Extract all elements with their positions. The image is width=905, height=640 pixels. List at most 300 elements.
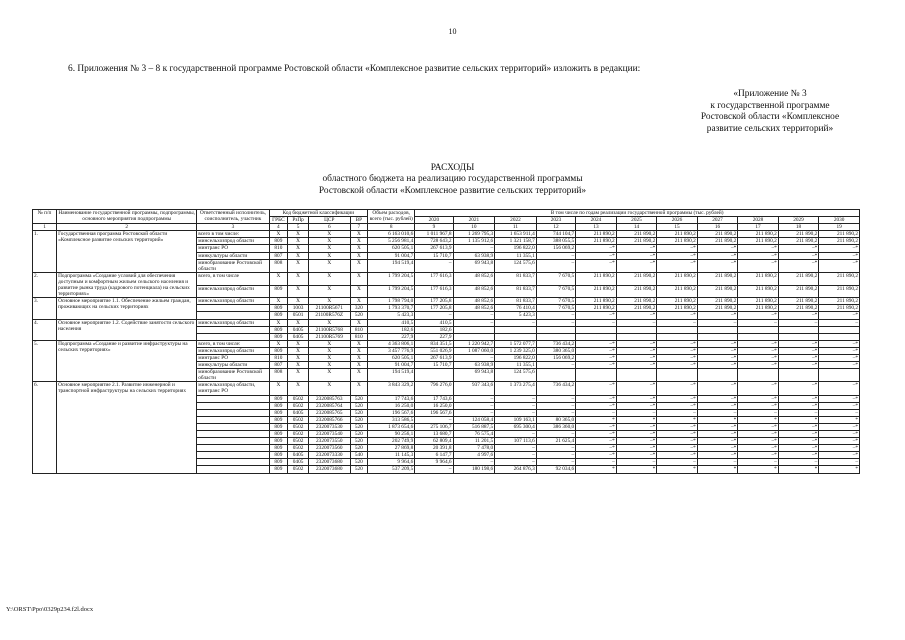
table-cell: – — [536, 252, 575, 259]
table-cell: 0502 — [288, 438, 309, 445]
table-cell: –* — [576, 259, 617, 272]
table-cell: –* — [819, 402, 860, 409]
table-cell: –* — [778, 259, 819, 272]
table-cell: – — [576, 409, 617, 416]
table-cell: – — [495, 452, 537, 459]
table-cell: 796 276,0 — [415, 382, 453, 395]
table-cell: 76 575,4 — [453, 431, 495, 438]
table-cell: –* — [657, 452, 698, 459]
table-cell: 5 423,3 — [368, 312, 415, 319]
table-cell: 62 809,4 — [415, 438, 453, 445]
table-cell: – — [819, 319, 860, 326]
table-cell: 0405 — [288, 326, 309, 333]
table-cell: X — [350, 354, 368, 361]
table-cell: 48 852,6 — [453, 305, 495, 312]
header-year: 2020 — [415, 217, 453, 224]
table-cell: 227,9 — [368, 333, 415, 340]
table-cell: 211 890,2 — [697, 305, 738, 312]
table-cell: 180 198,6 — [453, 466, 495, 473]
executor-cell: всего, в том числе — [197, 272, 269, 285]
header-grbs: ГРБС — [269, 217, 288, 224]
table-cell: 211 890,2 — [616, 231, 657, 238]
executor-cell — [197, 459, 269, 466]
table-cell: –* — [616, 452, 657, 459]
table-cell: 16 250,0 — [368, 402, 415, 409]
table-cell: X — [350, 298, 368, 305]
table-cell: –* — [778, 452, 819, 459]
table-cell: –* — [657, 312, 698, 319]
table-cell: –* — [576, 340, 617, 347]
table-cell: 211 890,2 — [738, 231, 779, 238]
table-cell: 69 943,8 — [453, 369, 495, 382]
table-cell: – — [495, 459, 537, 466]
table-cell: 177 205,8 — [415, 305, 453, 312]
table-row — [33, 382, 860, 395]
table-cell: 17 743,6 — [415, 395, 453, 402]
table-cell: X — [269, 298, 288, 305]
table-cell: –* — [576, 445, 617, 452]
table-cell: – — [778, 319, 819, 326]
header-years: В том числе по годам реализации государственной программы (тыс. рублей) — [415, 210, 860, 217]
executor-cell — [197, 326, 269, 333]
table-cell — [657, 326, 698, 333]
table-cell: 2320085764 — [308, 402, 350, 409]
table-cell: 17 743,6 — [368, 395, 415, 402]
table-cell: 211 890,2 — [778, 231, 819, 238]
table-cell: 211 890,2 — [697, 238, 738, 245]
table-cell: – — [495, 319, 537, 326]
table-cell: –* — [738, 382, 779, 395]
table-cell: –* — [819, 452, 860, 459]
table-cell — [778, 369, 819, 382]
table-cell: * — [778, 466, 819, 473]
executor-cell: всего, в том числе: — [197, 340, 269, 347]
table-cell: 21 625,4 — [536, 438, 575, 445]
table-cell: 11 145,3 — [368, 452, 415, 459]
table-cell — [778, 326, 819, 333]
table-cell: 4 997,6 — [453, 452, 495, 459]
table-cell: –* — [778, 245, 819, 252]
table-cell: X — [288, 354, 309, 361]
table-cell: 809 — [269, 416, 288, 423]
column-number: 19 — [819, 224, 860, 231]
table-cell: –* — [697, 252, 738, 259]
table-cell: –* — [576, 362, 617, 369]
table-cell: –* — [657, 423, 698, 430]
executor-cell — [197, 409, 269, 416]
table-cell: 27 869,8 — [368, 445, 415, 452]
table-cell: –* — [697, 452, 738, 459]
table-cell: 1 798 794,0 — [368, 298, 415, 305]
table-cell: 76 410,4 — [495, 305, 537, 312]
table-cell: X — [288, 285, 309, 298]
table-cell: –* — [778, 252, 819, 259]
table-cell: –* — [697, 259, 738, 272]
table-cell: –* — [819, 431, 860, 438]
table-body — [33, 224, 860, 473]
table-cell: 81 833,7 — [495, 285, 537, 298]
executor-cell — [197, 445, 269, 452]
table-cell: –* — [819, 259, 860, 272]
intro-text: 6. Приложения № 3 – 8 к государственной программе Ростовской области «Комплексное развитие сельских территорий» изложить в редакции: — [68, 64, 641, 74]
table-cell: – — [536, 409, 575, 416]
table-cell: –* — [697, 402, 738, 409]
table-cell: – — [453, 402, 495, 409]
table-cell: X — [350, 362, 368, 369]
table-cell — [697, 326, 738, 333]
table-cell: * — [697, 466, 738, 473]
table-cell: 520 — [350, 423, 368, 430]
appendix-line: к государственной программе — [710, 100, 830, 111]
table-cell: –* — [657, 354, 698, 361]
table-cell: 182,6 — [368, 326, 415, 333]
table-cell: 124 575,6 — [495, 369, 537, 382]
table-cell: X — [350, 285, 368, 298]
table-cell: – — [536, 395, 575, 402]
table-cell: –* — [697, 438, 738, 445]
table-cell: 211 890,2 — [738, 238, 779, 245]
table-cell: 809 — [269, 466, 288, 473]
table-cell — [415, 369, 453, 382]
table-cell: –* — [738, 395, 779, 402]
table-cell: –* — [778, 312, 819, 319]
table-cell: – — [657, 409, 698, 416]
table-cell: –* — [819, 252, 860, 259]
column-number: 4 — [269, 224, 288, 231]
table-cell: 313 586,5 — [368, 416, 415, 423]
table-cell: 21100R5671 — [308, 305, 350, 312]
table-cell: 0501 — [288, 312, 309, 319]
row-name-cell: Основное мероприятие 2.1. Развитие инженерной и транспортной инфраструктуры на сельских территориях — [57, 382, 197, 473]
table-cell: –* — [657, 431, 698, 438]
table-cell: X — [288, 347, 309, 354]
table-cell: 2320073560 — [308, 445, 350, 452]
table-cell: 834 351,5 — [415, 340, 453, 347]
table-cell: 211 890,2 — [738, 272, 779, 285]
table-cell: 2320073550 — [308, 438, 350, 445]
table-cell: 520 — [350, 402, 368, 409]
table-cell: –* — [738, 362, 779, 369]
column-number: 1 — [33, 224, 57, 231]
header-year: 2023 — [536, 217, 575, 224]
executor-cell — [197, 416, 269, 423]
table-cell: 9 964,6 — [368, 459, 415, 466]
table-cell: 809 — [269, 409, 288, 416]
header-year: 2029 — [778, 217, 819, 224]
column-number: 14 — [616, 224, 657, 231]
table-cell: 211 890,2 — [616, 285, 657, 298]
table-cell: 107 113,6 — [495, 438, 537, 445]
table-cell: –* — [657, 252, 698, 259]
table-cell: – — [697, 319, 738, 326]
table-cell: X — [288, 259, 309, 272]
table-cell: 7 478,0 — [453, 445, 495, 452]
table-cell: 809 — [269, 431, 288, 438]
column-number: 15 — [657, 224, 698, 231]
table-cell — [495, 326, 537, 333]
table-cell: 16 250,0 — [415, 402, 453, 409]
table-cell: 211 890,2 — [657, 231, 698, 238]
table-cell: 516 887,5 — [453, 423, 495, 430]
table-cell: * — [576, 466, 617, 473]
executor-cell: минсельхозпрод области — [197, 238, 269, 245]
table-cell: 809 — [269, 333, 288, 340]
table-cell: 4. — [33, 319, 57, 340]
table-cell: 1 373 275,4 — [495, 382, 537, 395]
table-cell: X — [350, 347, 368, 354]
table-cell: – — [536, 362, 575, 369]
table-cell: –* — [657, 362, 698, 369]
table-cell: 211 890,2 — [778, 298, 819, 305]
table-cell: 1 087 060,0 — [453, 347, 495, 354]
table-cell: 109 163,1 — [495, 416, 537, 423]
column-number: 11 — [495, 224, 537, 231]
row-name-cell: Подпрограмма «Создание и развитие инфраструктуры на сельских территориях» — [57, 340, 197, 382]
table-cell: –* — [576, 252, 617, 259]
table-cell: 2. — [33, 272, 57, 297]
table-cell: 1. — [33, 231, 57, 273]
executor-cell — [197, 466, 269, 473]
table-cell: –* — [819, 347, 860, 354]
row-name-cell: Подпрограмма «Создание условий для обеспечения доступным и комфортным жильем сельского населения и развитие рынка труда (кадрового потенциала) на сельских территориях» — [57, 272, 197, 297]
table-cell: –* — [697, 395, 738, 402]
table-cell: –* — [576, 382, 617, 395]
table-cell — [738, 326, 779, 333]
table-cell: 809 — [269, 445, 288, 452]
table-cell: 2320085766 — [308, 416, 350, 423]
executor-cell: минсельхозпрод области — [197, 347, 269, 354]
table-cell: 380 365,0 — [536, 347, 575, 354]
table-cell: 194 519,4 — [368, 369, 415, 382]
table-cell: 69 943,8 — [453, 259, 495, 272]
table-cell: 1 220 942,7 — [453, 340, 495, 347]
table-row — [33, 319, 860, 326]
table-cell: 809 — [269, 452, 288, 459]
table-cell: 540 — [350, 452, 368, 459]
table-cell: 520 — [350, 445, 368, 452]
table-cell: * — [778, 416, 819, 423]
executor-cell — [197, 305, 269, 312]
page-number: 10 — [448, 27, 457, 36]
table-cell: –* — [697, 431, 738, 438]
table-cell: 810 — [269, 354, 288, 361]
table-cell: – — [415, 259, 453, 272]
table-row — [33, 340, 860, 347]
table-cell — [657, 333, 698, 340]
table-cell: – — [657, 459, 698, 466]
table-cell: 124 058,4 — [453, 416, 495, 423]
table-cell: * — [616, 416, 657, 423]
table-cell: 809 — [269, 305, 288, 312]
table-cell: 211 890,2 — [616, 305, 657, 312]
header-csr: ЦСР — [308, 217, 350, 224]
table-cell: –* — [738, 438, 779, 445]
table-cell: 11 201,5 — [453, 438, 495, 445]
table-cell: –* — [616, 438, 657, 445]
table-cell: 1 873 654,6 — [368, 423, 415, 430]
table-cell: 809 — [269, 459, 288, 466]
table-cell: –* — [576, 395, 617, 402]
table-cell: –* — [778, 354, 819, 361]
table-cell: –* — [738, 312, 779, 319]
executor-cell: минобразование Ростовской области — [197, 259, 269, 272]
table-cell: 11 355,1 — [495, 362, 537, 369]
table-row — [33, 272, 860, 285]
header-rzpr: РзПр — [288, 217, 309, 224]
table-cell: 695 300,4 — [495, 423, 537, 430]
executor-cell — [197, 452, 269, 459]
table-cell: X — [308, 238, 350, 245]
table-cell: 156 069,2 — [536, 354, 575, 361]
appendix-heading — [690, 89, 850, 135]
table-cell — [616, 369, 657, 382]
table-cell: 1 572 077,7 — [495, 340, 537, 347]
table-cell: 15 710,7 — [415, 252, 453, 259]
column-number: 7 — [350, 224, 368, 231]
table-cell: –* — [576, 347, 617, 354]
table-cell: 520 — [350, 409, 368, 416]
table-cell: 211 890,2 — [819, 272, 860, 285]
table-cell: –* — [697, 354, 738, 361]
table-cell: –* — [819, 340, 860, 347]
column-number: 2 — [57, 224, 197, 231]
table-cell: –* — [657, 340, 698, 347]
table-cell: – — [819, 409, 860, 416]
table-cell: 1 799 204,5 — [368, 285, 415, 298]
table-cell: 0405 — [288, 333, 309, 340]
table-cell: 1003 — [288, 305, 309, 312]
table-cell: –* — [616, 431, 657, 438]
table-cell: X — [308, 340, 350, 347]
table-cell: 5. — [33, 340, 57, 382]
table-cell: 7 670,5 — [536, 298, 575, 305]
table-cell: –* — [616, 347, 657, 354]
appendix-line: развитие сельских территорий» — [706, 123, 834, 134]
table-cell: 211 890,2 — [738, 285, 779, 298]
table-cell: 808 — [269, 259, 288, 272]
table-cell: 21100R5768 — [308, 326, 350, 333]
table-cell: 211 890,2 — [819, 298, 860, 305]
table-cell: –* — [616, 382, 657, 395]
table-cell: 211 890,2 — [778, 305, 819, 312]
table-cell: 388 055,5 — [536, 238, 575, 245]
table-cell: –* — [657, 438, 698, 445]
table-cell: –* — [697, 362, 738, 369]
table-cell: –* — [819, 438, 860, 445]
table-cell: –* — [657, 402, 698, 409]
column-number: 5 — [288, 224, 309, 231]
table-cell: 124 575,6 — [495, 259, 537, 272]
table-cell: – — [536, 319, 575, 326]
table-cell: 202 749,9 — [368, 438, 415, 445]
table-cell: X — [269, 319, 288, 326]
header-year: 2025 — [616, 217, 657, 224]
executor-cell — [197, 438, 269, 445]
executor-cell: минтранс РО — [197, 354, 269, 361]
table-cell: –* — [697, 312, 738, 319]
table-cell: 0405 — [288, 409, 309, 416]
table-cell: X — [350, 272, 368, 285]
column-number: 6 — [308, 224, 350, 231]
table-cell — [819, 326, 860, 333]
table-cell: – — [697, 409, 738, 416]
table-cell: * — [819, 466, 860, 473]
table-cell: – — [536, 445, 575, 452]
table-cell: –* — [576, 354, 617, 361]
table-cell: 63 938,9 — [453, 252, 495, 259]
table-cell: –* — [819, 245, 860, 252]
table-cell: 267 613,9 — [415, 245, 453, 252]
executor-cell: минсельхозпрод области, минтранс РО — [197, 382, 269, 395]
header-num: № п/п — [33, 210, 57, 224]
table-cell: 6. — [33, 382, 57, 473]
table-cell: 264 876,3 — [495, 466, 537, 473]
table-cell: 81 833,7 — [495, 298, 537, 305]
table-cell: 0405 — [288, 459, 309, 466]
header-year: 2024 — [576, 217, 617, 224]
table-cell — [536, 326, 575, 333]
table-cell: –* — [738, 340, 779, 347]
table-cell: 90 256,1 — [368, 431, 415, 438]
expenses-table — [32, 209, 860, 474]
table-cell: –* — [778, 395, 819, 402]
table-cell: 211 890,2 — [778, 238, 819, 245]
table-cell: * — [697, 416, 738, 423]
table-cell: 2320085765 — [308, 409, 350, 416]
table-cell — [778, 333, 819, 340]
table-cell: 267 613,9 — [415, 354, 453, 361]
table-cell: 156 069,2 — [536, 245, 575, 252]
table-cell: 227,9 — [415, 333, 453, 340]
table-cell: 1 793 370,7 — [368, 305, 415, 312]
table-cell: X — [308, 354, 350, 361]
table-cell: 0502 — [288, 416, 309, 423]
table-cell: 211 890,2 — [576, 305, 617, 312]
table-cell: 20 391,8 — [415, 445, 453, 452]
table-cell: 809 — [269, 438, 288, 445]
table-cell: –* — [616, 402, 657, 409]
table-cell: – — [778, 459, 819, 466]
table-cell — [495, 333, 537, 340]
table-cell: X — [350, 319, 368, 326]
table-cell: – — [453, 395, 495, 402]
table-cell: 809 — [269, 312, 288, 319]
table-cell: 2320073680 — [308, 459, 350, 466]
executor-cell — [197, 312, 269, 319]
table-cell: * — [657, 466, 698, 473]
table-row — [33, 298, 860, 305]
table-cell: – — [453, 459, 495, 466]
column-number: 17 — [738, 224, 779, 231]
table-cell: 809 — [269, 423, 288, 430]
table-cell: X — [308, 319, 350, 326]
table-cell: –* — [738, 347, 779, 354]
table-cell: 2320073530 — [308, 423, 350, 430]
table-cell: 410,5 — [368, 319, 415, 326]
table-cell: 520 — [350, 459, 368, 466]
column-number: 8 — [368, 224, 415, 231]
header-year: 2026 — [657, 217, 698, 224]
table-cell: X — [350, 369, 368, 382]
table-cell: 0502 — [288, 431, 309, 438]
table-cell: 1 799 204,5 — [368, 272, 415, 285]
table-cell: – — [819, 459, 860, 466]
table-cell: 9 964,6 — [415, 459, 453, 466]
executor-cell — [197, 423, 269, 430]
table-cell: –* — [657, 245, 698, 252]
table-cell: 937 343,6 — [453, 382, 495, 395]
header-year: 2021 — [453, 217, 495, 224]
